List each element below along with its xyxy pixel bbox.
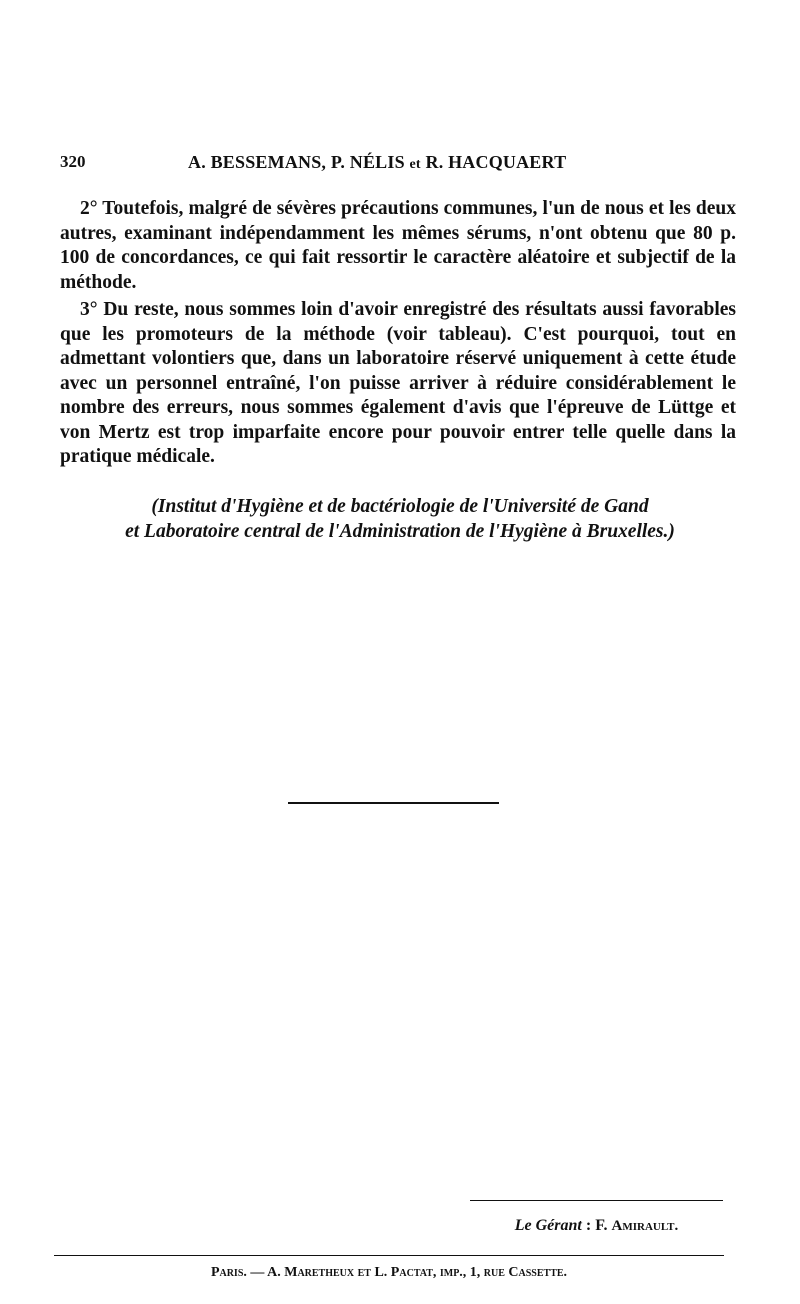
running-head (188, 152, 566, 173)
paragraph-3: 3° Du reste, nous sommes loin d'avoir enregistré des résultats aussi favorables que les promoteurs de la méthode (voir tableau). C'est pourquoi, tout en admettant volontiers que, dans un laboratoire réservé uniquement à cette étude avec un personnel entraîné, l'on puisse arriver à réduire considérablement le nombre des erreurs, nous sommes également d'avis que l'épreuve de Lüttge et von Mertz est trop imparfaite encore pour pouvoir entrer telle quelle dans la pratique médicale. (60, 299, 736, 467)
running-head-et: et (409, 157, 421, 172)
gerant-role: Le Gérant (514, 1217, 582, 1234)
running-head-authors: A. BESSEMANS, P. NÉLIS (188, 152, 405, 172)
section-divider (288, 802, 499, 804)
page-number: 320 (60, 152, 86, 171)
affiliation-line-2: et Laboratoire central de l'Administration de l'Hygiène à Bruxelles.) (125, 521, 675, 542)
running-head-last-author: R. HACQUAERT (425, 152, 567, 172)
printer-imprint: Paris. — A. Maretheux et L. Pactat, imp., 1, rue Cassette. (210, 1265, 568, 1280)
gerant-divider (470, 1200, 723, 1201)
gerant-name: Amirault. (611, 1218, 679, 1234)
gerant-line (470, 1217, 723, 1235)
affiliation-line-1: (Institut d'Hygiène et de bactériologie de l'Université de Gand (151, 496, 649, 517)
gerant-separator: : F. (581, 1217, 612, 1234)
imprint-divider (54, 1255, 724, 1256)
paragraph-2: 2° Toutefois, malgré de sévères précautions communes, l'un de nous et les deux autres, examinant indépendamment les mêmes sérums, n'ont obtenu que 80 p. 100 de concordances, ce qui fait ressortir le caractère aléatoire et subjectif de la méthode. (60, 198, 736, 293)
body-text (60, 197, 736, 473)
affiliation (60, 494, 740, 544)
